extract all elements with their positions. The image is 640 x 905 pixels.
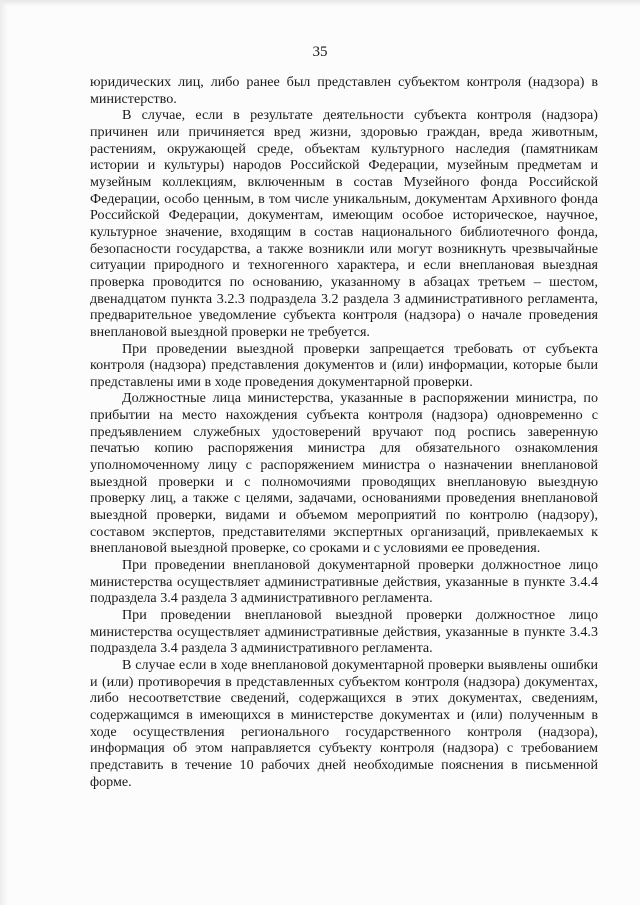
- paragraph: Должностные лица министерства, указанные в распоряжении министра, по прибытии на место нахождения субъекта контроля (надзора) одновременно с предъявлением служебных удостоверений вручают под роспись заверенную печатью копию распоряжения министра для обязательного ознакомления уполномоченному лицу с распоряжением министра о назначении внеплановой выездной проверки и с полномочиями проводящих внеплановую выездную проверку лиц, а также с целями, задачами, основаниями проведения внеплановой выездной проверки, видами и объемом мероприятий по контролю (надзору), составом экспертов, представителями экспертных организаций, привлекаемых к внеплановой выездной проверке, со сроками и с условиями ее проведения.: [90, 390, 598, 557]
- paragraph: При проведении внеплановой документарной проверки должностное лицо министерства осуществляет административные действия, указанные в пункте 3.4.4 подраздела 3.4 раздела 3 административного регламента.: [90, 557, 598, 607]
- paragraph: юридических лиц, либо ранее был представлен субъектом контроля (надзора) в министерство.: [90, 74, 598, 107]
- scan-left-edge: [0, 0, 8, 905]
- paragraph: В случае если в ходе внеплановой документарной проверки выявлены ошибки и (или) противоречия в представленных субъектом контроля (надзора) документах, либо несоответствие сведений, содержащихся в этих документах, сведениям, содержащимся в имеющихся в министерстве документах и (или) полученным в ходе осуществления регионального государственного контроля (надзора), информация об этом направляется субъекту контроля (надзора) с требованием представить в течение 10 рабочих дней необходимые пояснения в письменной форме.: [90, 656, 598, 790]
- page-number: 35: [312, 44, 328, 60]
- paragraph: В случае, если в результате деятельности субъекта контроля (надзора) причинен или причиняется вред жизни, здоровью граждан, вреда животным, растениям, окружающей среде, объектам культурного наследия (памятникам истории и культуры) народов Российской Федерации, музейным предметам и музейным коллекциям, включенным в состав Музейного фонда Российской Федерации, особо ценным, в том числе уникальным, документам Архивного фонда Российской Федерации, документам, имеющим особое историческое, научное, культурное значение, входящим в состав национального библиотечного фонда, безопасности государства, а также возникли или могут возникнуть чрезвычайные ситуации природного и техногенного характера, и если внеплановая выездная проверка проводится по основанию, указанному в абзацах третьем – шестом, двенадцатом пункта 3.2.3 подраздела 3.2 раздела 3 административного регламента, предварительное уведомление субъекта контроля (надзора) о начале проведения внеплановой выездной проверки не требуется.: [90, 107, 598, 340]
- document-body: [90, 74, 598, 790]
- paragraph: При проведении выездной проверки запрещается требовать от субъекта контроля (надзора) представления документов и (или) информации, которые были представлены ими в ходе проведения документарной проверки.: [90, 340, 598, 390]
- paragraph: При проведении внеплановой выездной проверки должностное лицо министерства осуществляет административные действия, указанные в пункте 3.4.3 подраздела 3.4 раздела 3 административного регламента.: [90, 607, 598, 657]
- scan-top-edge: [0, 0, 640, 6]
